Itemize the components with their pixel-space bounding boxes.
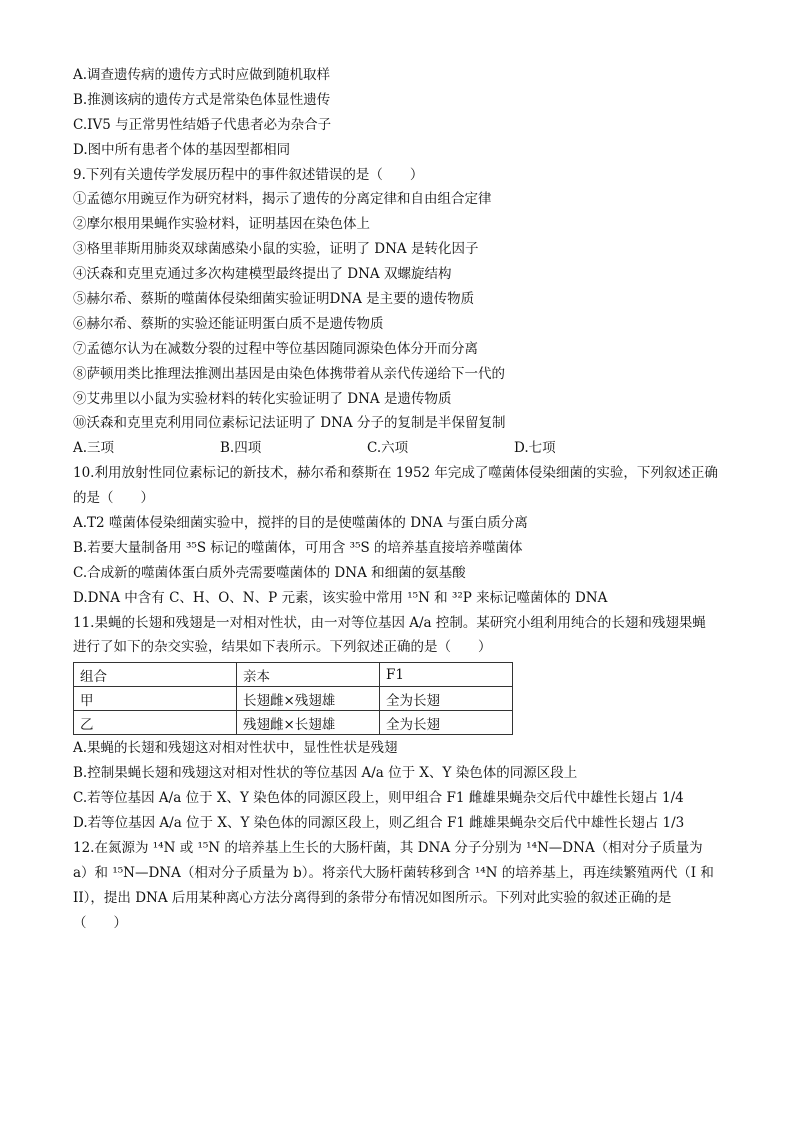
table-row	[74, 711, 513, 735]
table-cell: 乙	[74, 711, 237, 735]
table-cell: 长翅雌×残翅雄	[237, 687, 380, 711]
table-cell: 残翅雌×长翅雄	[237, 711, 380, 735]
q10-option-a: A.T2 噬菌体侵染细菌实验中，搅拌的目的是使噬菌体的 DNA 与蛋白质分离	[73, 515, 528, 532]
table-header-row	[74, 663, 513, 687]
table-cell: 全为长翅	[380, 711, 513, 735]
q10-option-b: B.若要大量制备用 ³⁵S 标记的噬菌体，可用含 ³⁵S 的培养基直接培养噬菌体	[73, 539, 523, 556]
q9-options	[73, 436, 733, 461]
table-header-cell: 亲本	[237, 663, 380, 687]
exam-page	[73, 63, 733, 936]
q9-item-10: ⑩沃森和克里克利用同位素标记法证明了 DNA 分子的复制是半保留复制	[73, 415, 506, 432]
q8-option-d: D.图中所有患者个体的基因型都相同	[73, 141, 291, 158]
q8-option-a: A.调查遗传病的遗传方式时应做到随机取样	[73, 67, 331, 83]
q9-item-1: ①孟德尔用豌豆作为研究材料，揭示了遗传的分离定律和自由组合定律	[73, 191, 492, 208]
q9-option-c: C.六项	[367, 440, 409, 457]
q9-stem: 9.下列有关遗传学发展历程中的事件叙述错误的是（ ）	[73, 166, 424, 183]
q10-stem-line1: 10.利用放射性同位素标记的新技术，赫尔希和蔡斯在 1952 年完成了噬菌体侵染细菌的实验，下列叙述正确	[73, 465, 718, 482]
q11-option-d: D.若等位基因 A/a 位于 X、Y 染色体的同源区段上，则乙组合 F1 雌雄果蝇杂交后代中雄性长翅占 1/3	[73, 815, 685, 832]
table-header-cell: F1	[380, 663, 513, 687]
q8-option-b: B.推测该病的遗传方式是常染色体显性遗传	[73, 91, 331, 108]
q11-stem-line2: 进行了如下的杂交实验，结果如下表所示。下列叙述正确的是（ ）	[73, 639, 492, 656]
q9-option-d: D.七项	[514, 440, 556, 457]
q9-item-4: ④沃森和克里克通过多次构建模型最终提出了 DNA 双螺旋结构	[73, 266, 452, 283]
q9-option-b: B.四项	[220, 440, 262, 457]
q9-item-3: ③格里菲斯用肺炎双球菌感染小鼠的实验，证明了 DNA 是转化因子	[73, 241, 479, 258]
q10-stem-line2: 的是（ ）	[73, 490, 154, 507]
table-header-cell: 组合	[74, 663, 237, 687]
q8-option-c: C.IV5 与正常男性结婚子代患者必为杂合子	[73, 116, 332, 133]
q9-item-7: ⑦孟德尔认为在减数分裂的过程中等位基因随同源染色体分开而分离	[73, 340, 478, 357]
q11-cross-table	[73, 662, 513, 735]
q11-option-a: A.果蝇的长翅和残翅这对相对性状中，显性性状是残翅	[73, 740, 398, 757]
q10-option-c: C.合成新的噬菌体蛋白质外壳需要噬菌体的 DNA 和细菌的氨基酸	[73, 564, 466, 581]
q12-stem-line2: a）和 ¹⁵N—DNA（相对分子质量为 b）。将亲代大肠杆菌转移到含 ¹⁴N 的培养基上，再连续繁殖两代（I 和	[73, 864, 714, 881]
q9-item-5: ⑤赫尔希、蔡斯的噬菌体侵染细菌实验证明DNA 是主要的遗传物质	[73, 291, 475, 308]
table-row	[74, 687, 513, 711]
table-cell: 全为长翅	[380, 687, 513, 711]
q9-item-2: ②摩尔根用果蝇作实验材料，证明基因在染色体上	[73, 216, 370, 233]
q9-item-6: ⑥赫尔希、蔡斯的实验还能证明蛋白质不是遗传物质	[73, 315, 384, 332]
q11-option-c: C.若等位基因 A/a 位于 X、Y 染色体的同源区段上，则甲组合 F1 雌雄果蝇杂交后代中雄性长翅占 1/4	[73, 790, 684, 807]
q9-item-8: ⑧萨顿用类比推理法推测出基因是由染色体携带着从亲代传递给下一代的	[73, 365, 505, 382]
table-cell: 甲	[74, 687, 237, 711]
q10-option-d: D.DNA 中含有 C、H、O、N、P 元素，该实验中常用 ¹⁵N 和 ³²P 来标记噬菌体的 DNA	[73, 589, 608, 606]
q11-option-b: B.控制果蝇长翅和残翅这对相对性状的等位基因 A/a 位于 X、Y 染色体的同源区段上	[73, 765, 578, 782]
q12-stem-line1: 12.在氮源为 ¹⁴N 或 ¹⁵N 的培养基上生长的大肠杆菌，其 DNA 分子分别为 ¹⁴N—DNA（相对分子质量为	[73, 839, 703, 856]
q12-stem-line4: （ ）	[73, 914, 127, 931]
q12-stem-line3: II），提出 DNA 后用某种离心方法分离得到的条带分布情况如图所示。下列对此实验的叙述正确的是	[73, 889, 672, 906]
q9-item-9: ⑨艾弗里以小鼠为实验材料的转化实验证明了 DNA 是遗传物质	[73, 390, 452, 407]
q11-stem-line1: 11.果蝇的长翅和残翅是一对相对性状，由一对等位基因 A/a 控制。某研究小组利用纯合的长翅和残翅果蝇	[73, 614, 706, 631]
q9-option-a: A.三项	[73, 440, 115, 457]
